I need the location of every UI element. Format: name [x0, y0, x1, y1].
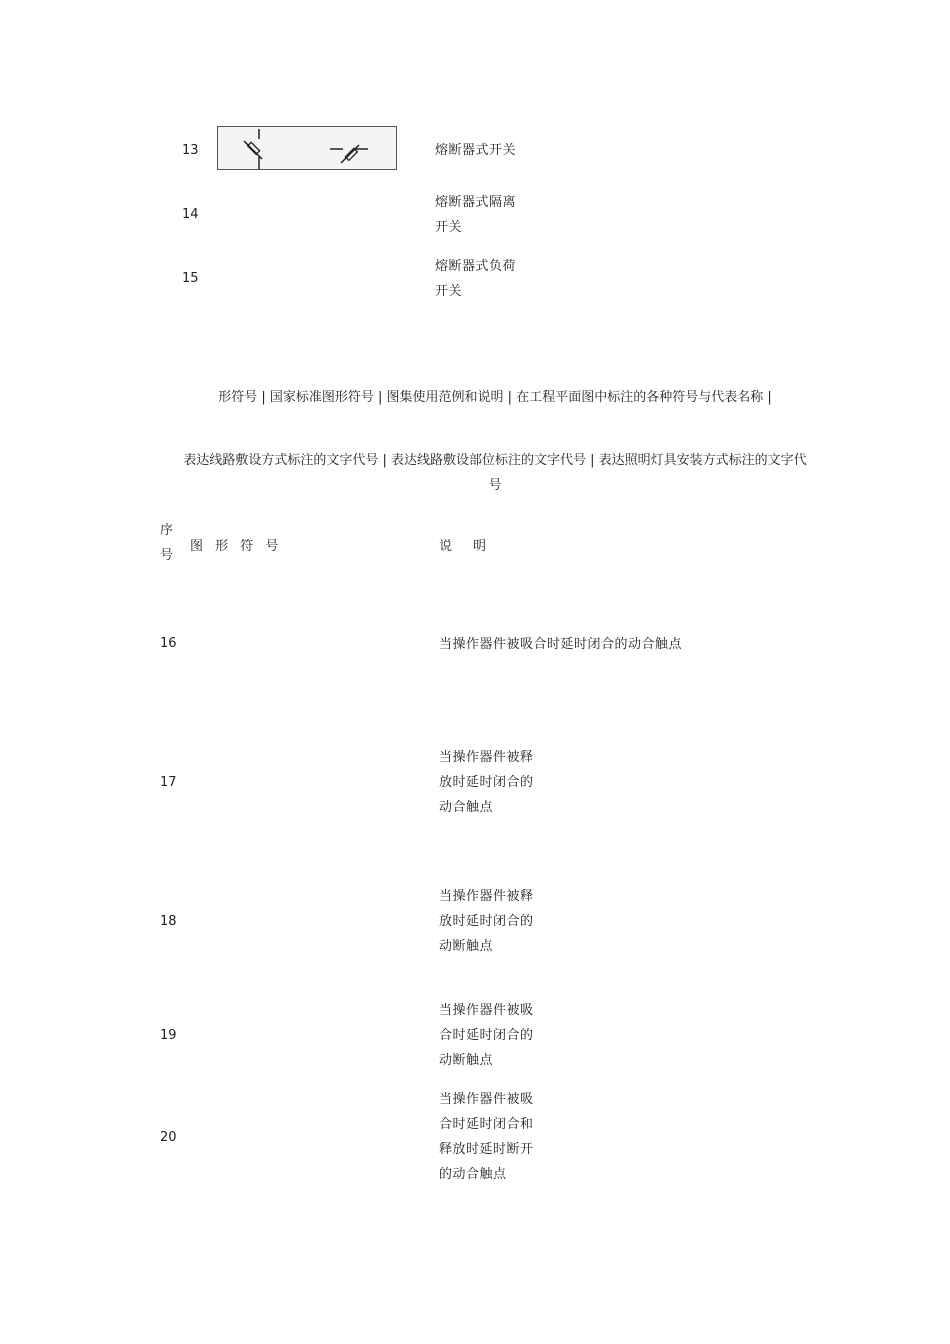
row-number: 18	[160, 914, 177, 929]
category-navigation-2[interactable]: 表达线路敷设方式标注的文字代号 | 表达线路敷设部位标注的文字代号 | 表达照明灯具安装方式标注的文字代号	[183, 453, 807, 493]
row-number: 13	[182, 143, 199, 158]
row-number: 15	[182, 271, 199, 286]
row-description: 当操作器件被吸合时延时闭合的动断触点	[439, 1003, 534, 1068]
row-number: 14	[182, 207, 199, 222]
row-description: 当操作器件被吸合时延时闭合的动合触点	[439, 637, 683, 652]
row-description: 当操作器件被释放时延时闭合的动断触点	[439, 889, 534, 954]
row-description: 熔断器式隔离开关	[435, 195, 517, 235]
row-description: 当操作器件被释放时延时闭合的动合触点	[439, 750, 534, 815]
row-number: 19	[160, 1028, 177, 1043]
row-description: 熔断器式负荷开关	[435, 259, 517, 299]
column-header-index: 序号	[160, 523, 174, 563]
category-navigation[interactable]: 形符号 | 国家标准图形符号 | 图集使用范例和说明 | 在工程平面图中标注的各种符号与代表名称 |	[218, 390, 772, 405]
fuse-switch-symbol	[217, 126, 397, 170]
row-description: 当操作器件被吸合时延时闭合和释放时延时断开的动合触点	[439, 1092, 534, 1182]
row-number: 20	[160, 1130, 177, 1145]
fuse-switch-icon	[218, 127, 396, 169]
column-header-symbol: 图 形 符 号	[190, 539, 283, 554]
row-description: 熔断器式开关	[435, 143, 517, 158]
column-header-description: 说 明	[439, 539, 491, 554]
row-number: 16	[160, 636, 177, 651]
row-number: 17	[160, 775, 177, 790]
